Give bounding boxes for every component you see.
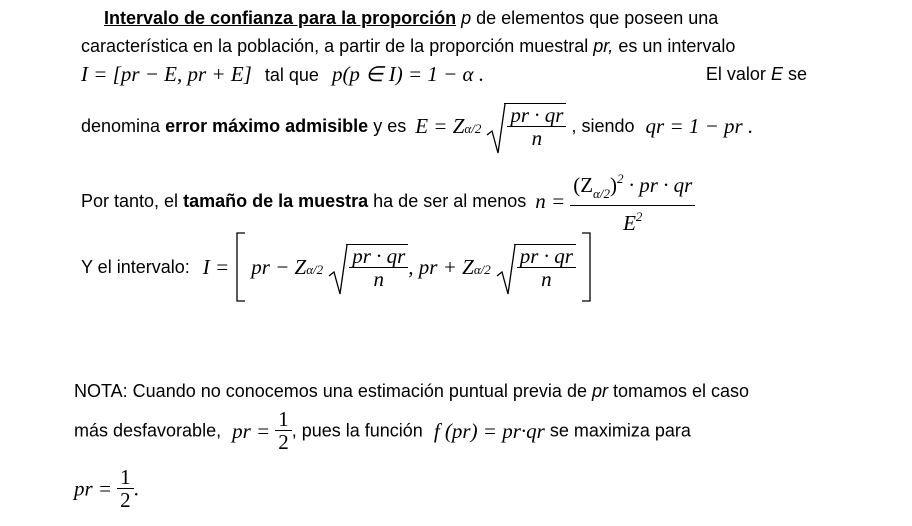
- error-formula-subscript: α/2: [464, 120, 482, 136]
- interval-left-denominator: n: [373, 267, 384, 291]
- final-denominator: 2: [120, 488, 131, 512]
- sample-den-e: E: [623, 211, 636, 235]
- half-denominator: 2: [278, 430, 289, 454]
- section-title: Intervalo de confianza para la proporción: [104, 8, 457, 28]
- paragraph-1-line-2: [81, 35, 735, 57]
- nota-line-3: [74, 466, 139, 522]
- sample-denominator: [570, 206, 695, 234]
- line1-rest: de elementos que poseen una: [476, 8, 719, 28]
- line3-right-variable: E: [770, 64, 783, 84]
- interval-formula: I = [pr − E, pr + E]: [81, 62, 252, 86]
- right-bracket-icon: [581, 232, 593, 302]
- sample-text-a: Por tanto, el: [81, 191, 179, 211]
- sample-num-subscript: α/2: [593, 186, 610, 201]
- line2-rest: es un intervalo: [618, 36, 736, 56]
- sample-size-line: [81, 168, 695, 235]
- sample-numerator: [570, 168, 695, 205]
- error-numerator: pr · qr: [510, 103, 564, 127]
- sample-num-close: ): [609, 173, 617, 197]
- interval-right-numerator: pr · qr: [519, 244, 573, 268]
- interval-left-fraction: [349, 245, 408, 290]
- interval-line: [81, 232, 593, 300]
- title-variable: p: [461, 8, 472, 28]
- nota-line2-text-a: más desfavorable,: [74, 420, 222, 441]
- sqrt-sign-icon: [486, 103, 506, 155]
- sample-fraction: [570, 168, 695, 234]
- line4-text-b: y es: [373, 116, 407, 136]
- sample-num-rest: · pr · qr: [628, 173, 693, 197]
- interval-left-subscript: α/2: [306, 261, 324, 277]
- nota-half-fraction: [275, 408, 292, 453]
- nota-text-a: NOTA: Cuando no conocemos una estimación puntual previa de: [74, 381, 587, 401]
- sample-formula-lhs: n =: [535, 189, 566, 213]
- nota-line-1: [74, 380, 749, 402]
- interval-right-fraction: [517, 245, 576, 290]
- line2-variable: pr,: [593, 36, 614, 56]
- sample-num-superscript: 2: [616, 171, 624, 186]
- line4-text-c: , siendo: [571, 116, 635, 136]
- interval-left-numerator: pr · qr: [352, 244, 406, 268]
- interval-lhs: I =: [202, 255, 230, 279]
- sqrt-sign-icon: [496, 244, 516, 296]
- sqrt-sign-icon: [328, 244, 348, 296]
- nota-text-b: tomamos el caso: [613, 381, 750, 401]
- nota-line-2: [74, 408, 691, 462]
- error-sqrt: [504, 103, 566, 149]
- interval-right-denominator: n: [541, 267, 552, 291]
- line3-right-rest: se: [787, 64, 807, 84]
- nota-pr-lhs: pr =: [232, 418, 271, 443]
- nota-line2-text-b: , pues la función: [291, 420, 423, 441]
- interval-left-expr: pr − Z: [251, 255, 307, 279]
- nota-final-lhs: pr =: [74, 476, 113, 501]
- probability-formula: p(p ∈ I) = 1 − α .: [331, 62, 485, 86]
- nota-final-period: .: [133, 476, 139, 501]
- interval-left-sqrt: [346, 244, 408, 290]
- paragraph-1-line-3: [81, 63, 811, 86]
- error-formula-lhs: E = Z: [415, 114, 465, 138]
- interval-mid-expr: , pr + Z: [408, 255, 474, 279]
- nota-final-fraction: [117, 466, 134, 511]
- line3-right-text: El valor: [705, 64, 766, 84]
- line2-text: característica en la población, a partir de la proporción muestral: [81, 36, 589, 56]
- interval-label: Y el intervalo:: [81, 257, 190, 277]
- left-bracket-icon: [234, 232, 246, 302]
- sample-size-term: tamaño de la muestra: [183, 191, 369, 211]
- error-term: error máximo admisible: [165, 116, 369, 136]
- nota-variable: pr: [591, 381, 608, 401]
- error-denominator: n: [531, 126, 543, 150]
- paragraph-1-line-1: [104, 7, 718, 29]
- nota-function: f (pr) = pr·qr: [433, 418, 545, 443]
- interval-right-sqrt: [514, 244, 576, 290]
- qr-formula: qr = 1 − pr .: [645, 114, 754, 138]
- nota-line2-text-c: se maximiza para: [549, 420, 691, 441]
- sample-text-b: ha de ser al menos: [373, 191, 527, 211]
- line3-right: [706, 63, 807, 85]
- interval-right-subscript: α/2: [473, 261, 491, 277]
- half-numerator: 1: [278, 407, 289, 431]
- paragraph-1-line-4: [81, 103, 753, 153]
- error-fraction: [507, 104, 566, 149]
- line4-text-a: denomina: [81, 116, 161, 136]
- line3-text: tal que: [264, 65, 319, 85]
- sample-num-z: (Z: [573, 173, 594, 197]
- final-numerator: 1: [120, 465, 131, 489]
- sample-den-superscript: 2: [635, 209, 643, 224]
